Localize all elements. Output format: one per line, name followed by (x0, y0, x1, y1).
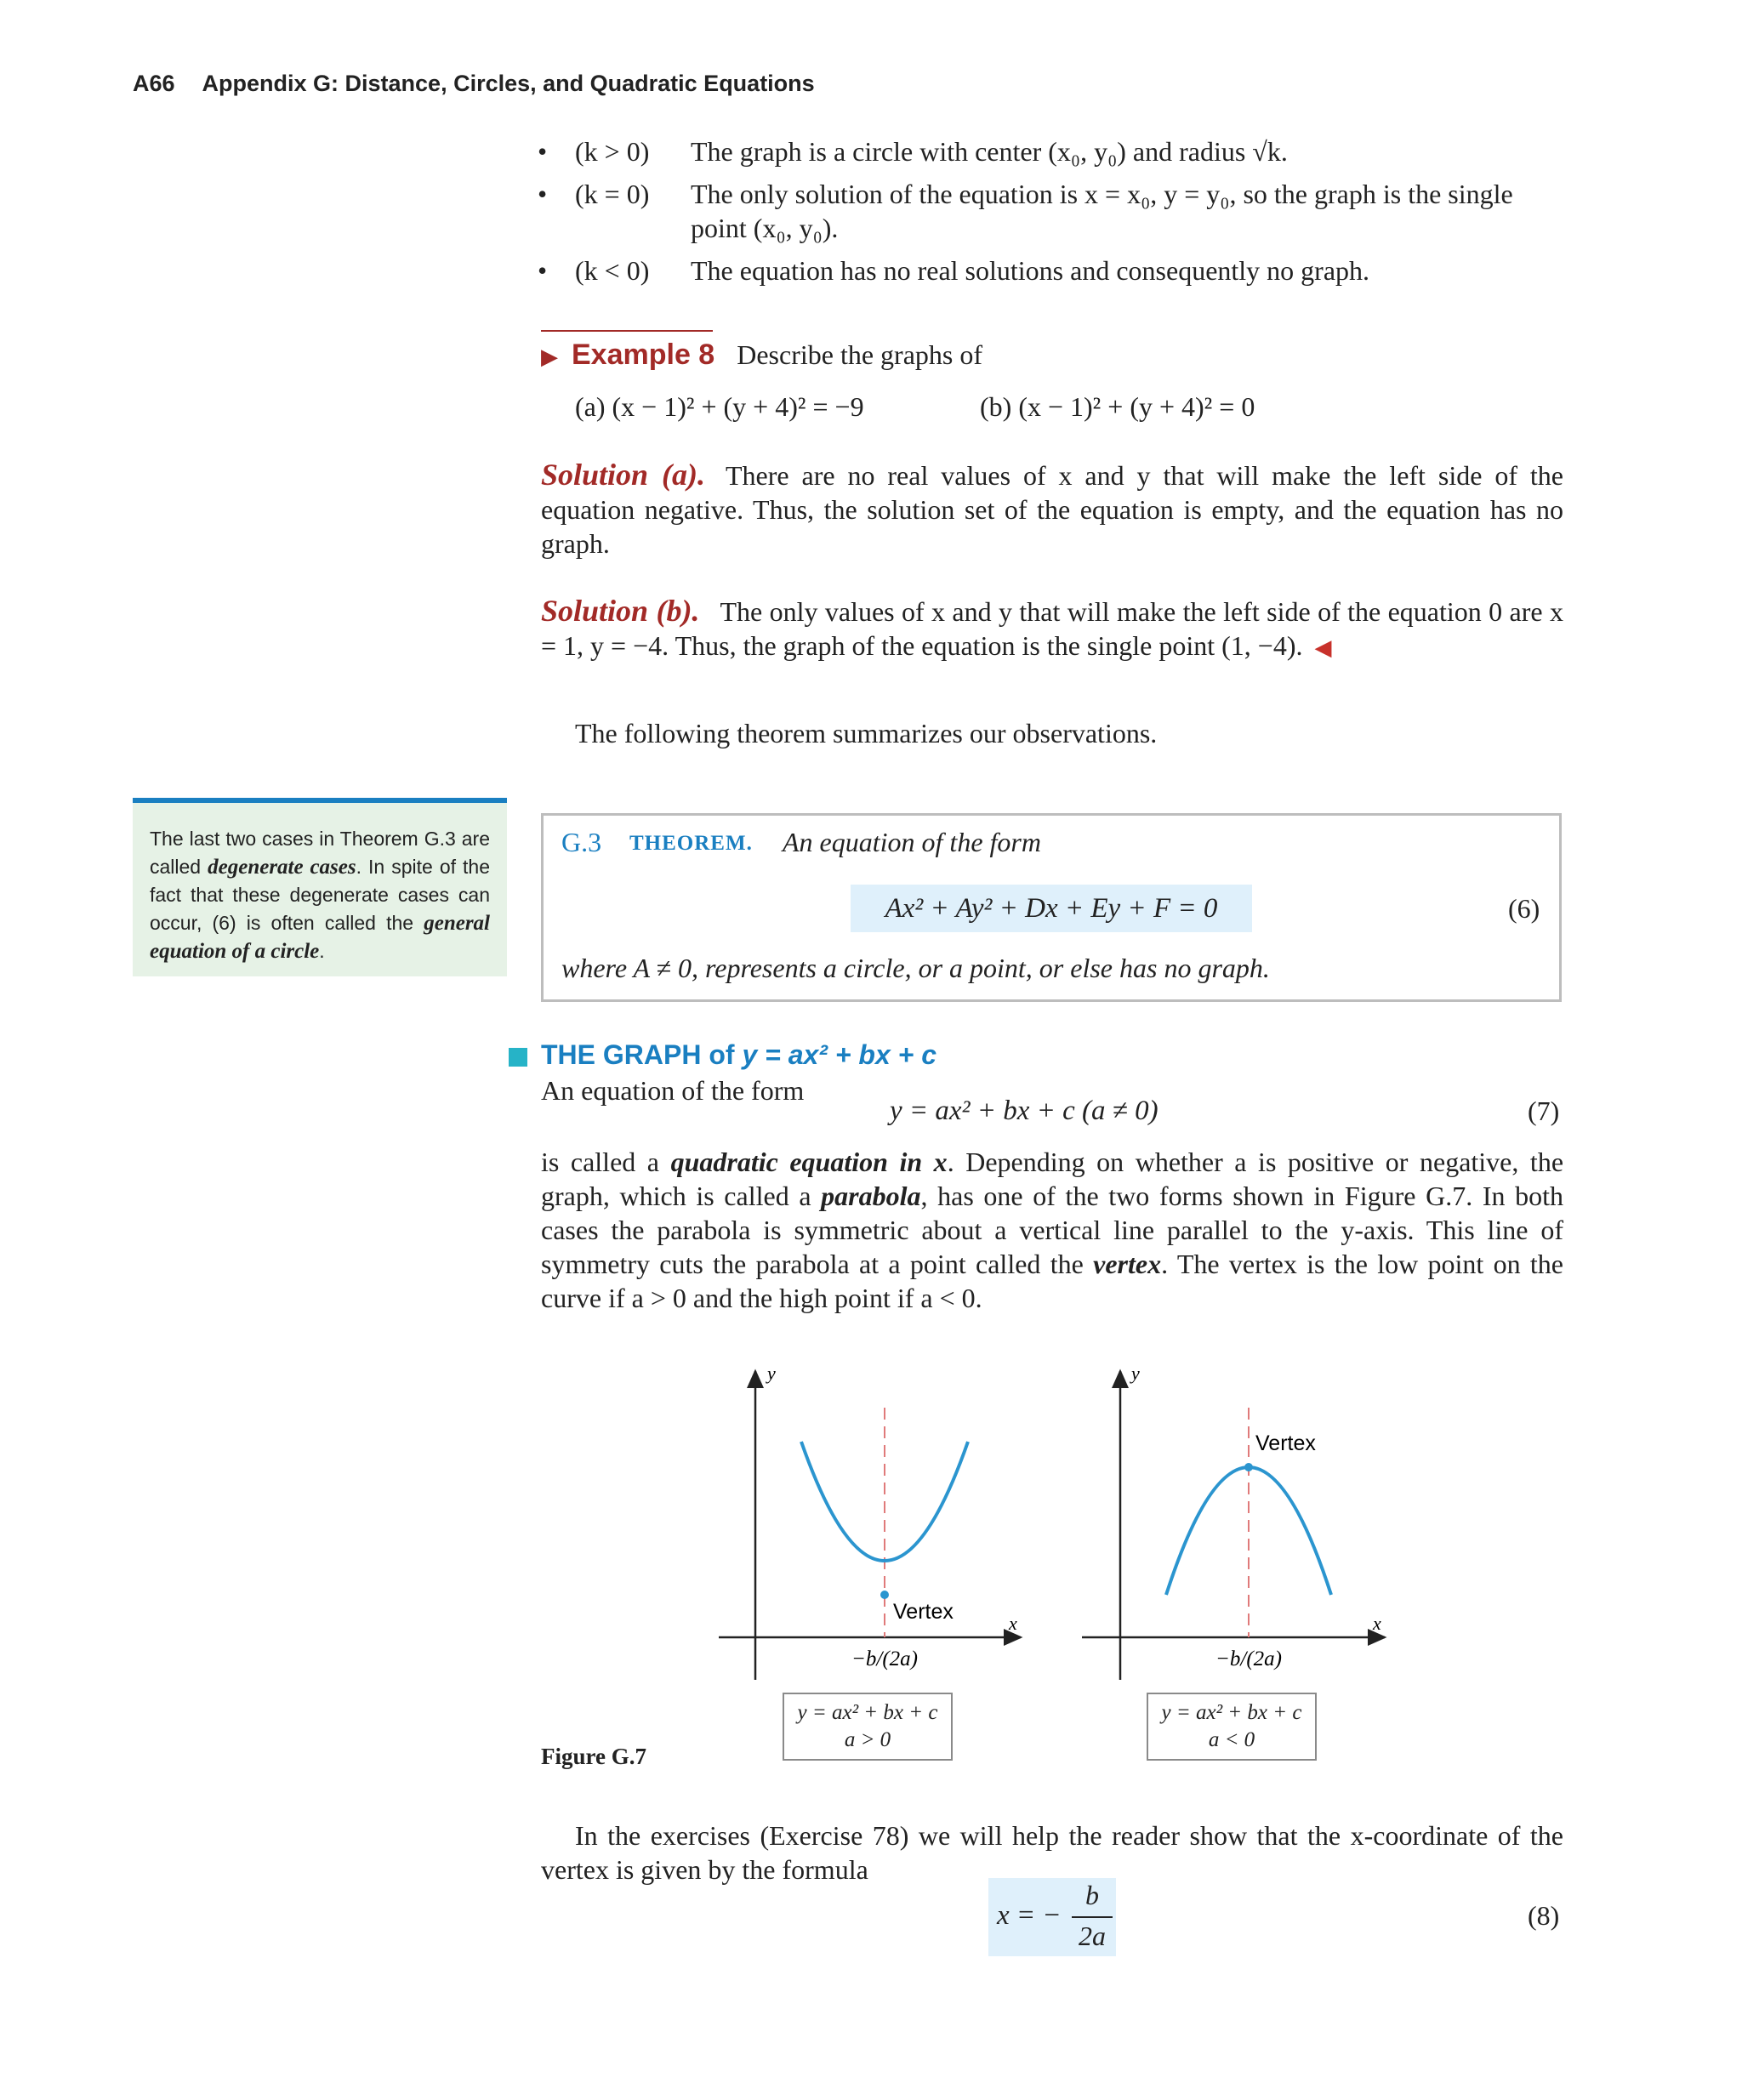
solution-b-label: Solution (b). (541, 594, 700, 628)
margin-note-text: . In spite of the fact that these degenerate cases can occur, (6) is often called the (150, 856, 491, 934)
case-condition: (k < 0) (575, 255, 650, 286)
example-prompt: Describe the graphs of (737, 339, 982, 370)
solution-a-text: There are no real values of x and y that will make the left side of the equation negative. Thus, the solution set of the equation is empty, and the equation has no graph. (541, 460, 1564, 559)
margin-note-term: degenerate cases (208, 856, 356, 879)
right-vertex-label: Vertex (1255, 1431, 1316, 1455)
right-equation-box (1147, 1693, 1317, 1761)
margin-note-term: general equation of a circle (150, 912, 490, 963)
para-term: quadratic equation in x (670, 1147, 948, 1177)
case-condition: (k = 0) (575, 179, 650, 209)
para-text: . Depending on whether a is positive or negative, the graph, which is called a (541, 1147, 1564, 1211)
eq7-equation: y = ax² + bx + c (a ≠ 0) (890, 1096, 1158, 1126)
section-square-icon (509, 1048, 527, 1067)
case-text: The equation has no real solutions and consequently no graph. (691, 255, 1370, 286)
right-plot (1082, 1363, 1385, 1680)
bullet-icon: • (538, 179, 548, 209)
left-vertex-label: Vertex (893, 1600, 954, 1624)
figure-caption: Figure G.7 (541, 1744, 646, 1769)
theorem-conclusion: where A ≠ 0, represents a circle, or a point, or else has no graph. (561, 953, 1270, 983)
exercise-paragraph: In the exercises (Exercise 78) we will help the reader show that the x-coordinate of the vertex is given by the formula (541, 1820, 1563, 1885)
theorem-number: G.3 (561, 827, 602, 857)
left-y-label: y (767, 1363, 776, 1384)
section-title-math: y = ax² + bx + c (742, 1039, 937, 1070)
theorem-intro: An equation of the form (783, 827, 1041, 857)
example-triangle-icon: ▶ (541, 344, 558, 369)
running-head (133, 71, 815, 97)
solution-a (541, 458, 1563, 561)
theorem-equation: Ax² + Ay² + Dx + Ey + F = 0 (851, 885, 1252, 932)
quadratic-paragraph (541, 1145, 1563, 1315)
right-x-label: x (1373, 1613, 1381, 1634)
example-part-b: (b) (x − 1)² + (y + 4)² = 0 (980, 391, 1255, 422)
example-label: Example 8 (572, 339, 715, 371)
left-equation: y = ax² + bx + c (797, 1701, 938, 1724)
figure-g7 (697, 1352, 1395, 1693)
summary-sentence: The following theorem summarizes our observations. (575, 718, 1158, 748)
case-text: The only solution of the equation is x = x₀, y = y₀, so the graph is the single point (x₀, y₀). (691, 179, 1513, 243)
left-condition: a > 0 (844, 1728, 891, 1751)
right-y-label: y (1131, 1363, 1140, 1384)
left-vertex-point (880, 1591, 889, 1599)
formula-lhs: x = − (997, 1900, 1062, 1931)
margin-note (133, 798, 507, 976)
para-text: is called a (541, 1147, 671, 1177)
example-rule (541, 330, 713, 332)
formula-denominator: 2a (1079, 1921, 1106, 1951)
right-equation: y = ax² + bx + c (1161, 1701, 1302, 1724)
para-term: vertex (1093, 1249, 1162, 1279)
left-x-label: x (1009, 1613, 1017, 1634)
para-term: parabola (821, 1181, 921, 1211)
page-number: A66 (133, 71, 175, 96)
left-tick-label: −b/(2a) (851, 1648, 918, 1670)
example-heading (541, 339, 982, 372)
solution-a-label: Solution (a). (541, 458, 705, 492)
theorem-word: THEOREM. (629, 832, 753, 855)
eq7-number: (7) (1528, 1096, 1560, 1126)
margin-note-text: The last two cases in Theorem G.3 are called (150, 828, 490, 878)
eq8-number: (8) (1528, 1900, 1560, 1931)
chapter-title: Appendix G: Distance, Circles, and Quadratic Equations (202, 71, 815, 96)
case-condition: (k > 0) (575, 136, 650, 167)
left-plot (719, 1363, 1021, 1680)
bullet-icon: • (538, 255, 548, 286)
formula-numerator: b (1085, 1880, 1099, 1910)
margin-note-text: . (319, 940, 325, 962)
case-text: The graph is a circle with center (x₀, y₀) and radius √k. (691, 136, 1288, 167)
example-part-a: (a) (x − 1)² + (y + 4)² = −9 (575, 391, 864, 422)
fraction-bar (1072, 1916, 1113, 1918)
bullet-icon: • (538, 136, 548, 167)
solution-b-text: The only values of x and y that will make the left side of the equation 0 are x = 1, y = −4. Thus, the graph of the equation is the single point (1, −4). (541, 596, 1564, 661)
eq7-lead: An equation of the form (541, 1075, 805, 1106)
end-of-example-icon: ◀ (1314, 635, 1332, 660)
left-equation-box (783, 1693, 953, 1761)
right-condition: a < 0 (1208, 1728, 1255, 1751)
right-vertex-point (1244, 1463, 1253, 1471)
section-title (541, 1039, 936, 1071)
para-text: , has one of the two forms shown in Figure G.7. In both cases the parabola is symmetric about a vertical line parallel to the y-axis. This line of symmetry cuts the parabola at a point called the (541, 1181, 1564, 1279)
para-text: . The vertex is the low point on the curve if a > 0 and the high point if a < 0. (541, 1249, 1564, 1313)
solution-b (541, 594, 1563, 665)
section-title-text: THE GRAPH of (541, 1039, 743, 1070)
right-tick-label: −b/(2a) (1215, 1648, 1282, 1670)
theorem-equation-number: (6) (1508, 893, 1540, 924)
